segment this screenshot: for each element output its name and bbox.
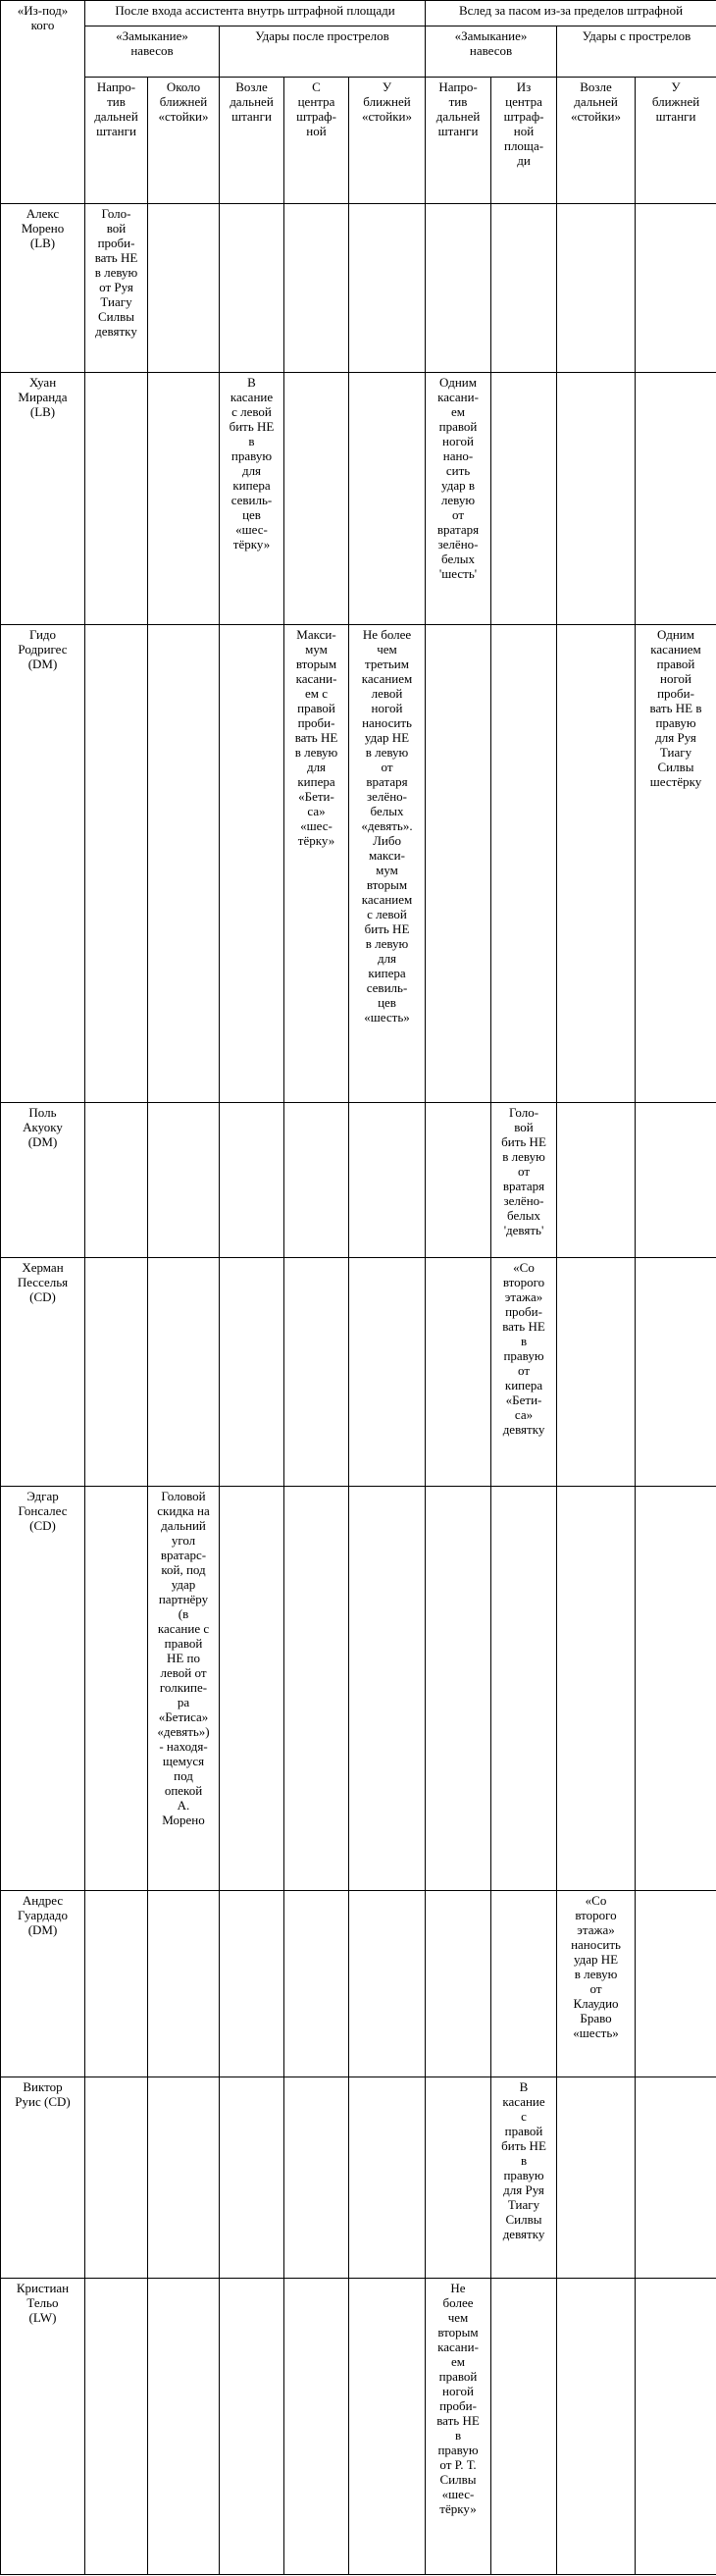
table-cell (148, 2077, 220, 2279)
table-cell: Головой скидка на дальний угол вратарс- кой, под удар партнёру (в касание с правой НЕ по левой от голкипе- ра «Бетиса» «девять») - находя- щемуся под опекой А. Морено (148, 1487, 220, 1891)
table-cell: «Со второго этажа» наносить удар НЕ в левую от Клаудио Браво «шесть» (557, 1891, 636, 2077)
table-cell (220, 1103, 284, 1258)
table-cell (349, 1891, 426, 2077)
table-cell (349, 2279, 426, 2575)
table-cell (85, 1891, 148, 2077)
header-col-2: Около ближней «стойки» (148, 78, 220, 204)
table-cell (85, 1487, 148, 1891)
table-cell (85, 373, 148, 625)
player-name: Виктор Руис (CD) (1, 2077, 85, 2279)
table-cell (284, 1103, 349, 1258)
table-cell (557, 204, 636, 373)
header-inside-closing: «Замыкание» навесов (85, 26, 220, 78)
table-cell: Не более чем вторым касани- ем правой ногой проби- вать НЕ в правую от Р. Т. Силвы «шес- тёрку» (426, 2279, 491, 2575)
table-cell (426, 1103, 491, 1258)
table-cell (148, 2279, 220, 2575)
table-row (1, 1258, 716, 1487)
table-cell (426, 1891, 491, 2077)
table-cell (349, 204, 426, 373)
table-cell (349, 1487, 426, 1891)
table-cell (148, 1258, 220, 1487)
table-cell (349, 1103, 426, 1258)
table-cell (220, 1891, 284, 2077)
table-cell (148, 625, 220, 1103)
table-cell (636, 2279, 716, 2575)
table-cell (284, 204, 349, 373)
table-cell: Макси- мум вторым касани- ем с правой проби- вать НЕ в левую для кипера «Бети- са» «шес- тёрку» (284, 625, 349, 1103)
table-cell (557, 373, 636, 625)
header-group-inside: После входа ассистента внутрь штрафной площади (85, 1, 426, 26)
player-name: Херман Песселья (CD) (1, 1258, 85, 1487)
header-outside-shots: Удары с прострелов (557, 26, 716, 78)
table-cell (426, 625, 491, 1103)
header-col-1: Напро- тив дальней штанги (85, 78, 148, 204)
player-name: Поль Акуоку (DM) (1, 1103, 85, 1258)
header-col-7: Из центра штраф- ной площа- ди (491, 78, 557, 204)
header-col-5: У ближней «стойки» (349, 78, 426, 204)
player-rows (1, 204, 716, 2575)
table-cell (491, 373, 557, 625)
header-outside-closing: «Замыкание» навесов (426, 26, 557, 78)
table-cell (636, 2077, 716, 2279)
table-cell (148, 373, 220, 625)
table-cell (220, 2279, 284, 2575)
table-row (1, 373, 716, 625)
table-cell (636, 204, 716, 373)
table-cell: В касание с правой бить НЕ в правую для Руя Тиагу Силвы девятку (491, 2077, 557, 2279)
table-cell (426, 1487, 491, 1891)
table-cell (426, 204, 491, 373)
header-col-3: Возле дальней штанги (220, 78, 284, 204)
table-cell (85, 1258, 148, 1487)
table-cell (636, 1891, 716, 2077)
header-col-9: У ближней штанги (636, 78, 716, 204)
table-cell (557, 2077, 636, 2279)
table-cell (491, 2279, 557, 2575)
table-cell (636, 1258, 716, 1487)
table-cell (349, 373, 426, 625)
table-cell (148, 204, 220, 373)
header-group-outside: Вслед за пасом из-за пределов штрафной (426, 1, 716, 26)
player-name: Гидо Родригес (DM) (1, 625, 85, 1103)
header-col-6: Напро- тив дальней штанги (426, 78, 491, 204)
player-name: Хуан Миранда (LB) (1, 373, 85, 625)
table-row (1, 1891, 716, 2077)
table-cell (426, 1258, 491, 1487)
table-row (1, 204, 716, 373)
table-cell (557, 1103, 636, 1258)
header-col-8: Возле дальней «стойки» (557, 78, 636, 204)
table-cell (148, 1891, 220, 2077)
player-name: Андрес Гуардадо (DM) (1, 1891, 85, 2077)
table-row (1, 625, 716, 1103)
table-cell (85, 2279, 148, 2575)
table-cell (557, 625, 636, 1103)
table-cell (85, 1103, 148, 1258)
table-cell (284, 1258, 349, 1487)
table-cell (491, 625, 557, 1103)
table-cell: Одним касани- ем правой ногой нано- сить удар в левую от вратаря зелёно- белых 'шесть' (426, 373, 491, 625)
table-cell (636, 373, 716, 625)
table-cell (636, 1103, 716, 1258)
table-cell (284, 2077, 349, 2279)
table-cell: Не более чем третьим касанием левой ногой наносить удар НЕ в левую от вратаря зелёно- белых «девять». Либо макси- мум вторым касанием с левой бить НЕ в левую для кипера севиль- цев «шесть» (349, 625, 426, 1103)
table-row (1, 2279, 716, 2575)
table-cell (85, 625, 148, 1103)
player-name: Кристиан Тельо (LW) (1, 2279, 85, 2575)
table-cell (349, 1258, 426, 1487)
table-cell (557, 2279, 636, 2575)
table-cell (85, 2077, 148, 2279)
header-from-under: «Из-под» кого (1, 1, 85, 204)
table-cell (491, 1487, 557, 1891)
table-cell (557, 1487, 636, 1891)
table-row (1, 1487, 716, 1891)
table-cell (220, 2077, 284, 2279)
table-cell: Голо- вой бить НЕ в левую от вратаря зелёно- белых 'девять' (491, 1103, 557, 1258)
table-cell: Голо- вой проби- вать НЕ в левую от Руя Тиагу Силвы девятку (85, 204, 148, 373)
table-cell (220, 1487, 284, 1891)
table-cell (426, 2077, 491, 2279)
table-cell (148, 1103, 220, 1258)
table-row (1, 1103, 716, 1258)
table-cell (284, 1891, 349, 2077)
table-cell (220, 1258, 284, 1487)
player-name: Эдгар Гонсалес (CD) (1, 1487, 85, 1891)
table-cell (284, 1487, 349, 1891)
table-cell (491, 1891, 557, 2077)
header-inside-shots: Удары после прострелов (220, 26, 426, 78)
table-cell: В касание с левой бить НЕ в правую для кипера севиль- цев «шес- тёрку» (220, 373, 284, 625)
table-row (1, 2077, 716, 2279)
table-cell (284, 373, 349, 625)
player-name: Алекс Морено (LB) (1, 204, 85, 373)
header-col-4: С центра штраф- ной (284, 78, 349, 204)
table-cell: «Со второго этажа» проби- вать НЕ в правую от кипера «Бети- са» девятку (491, 1258, 557, 1487)
table-cell (491, 204, 557, 373)
table-cell (284, 2279, 349, 2575)
table-cell (636, 1487, 716, 1891)
table-cell (557, 1258, 636, 1487)
table-cell (220, 204, 284, 373)
table-cell: Одним касанием правой ногой проби- вать НЕ в правую для Руя Тиагу Силвы шестёрку (636, 625, 716, 1103)
table-cell (220, 625, 284, 1103)
table-cell (349, 2077, 426, 2279)
